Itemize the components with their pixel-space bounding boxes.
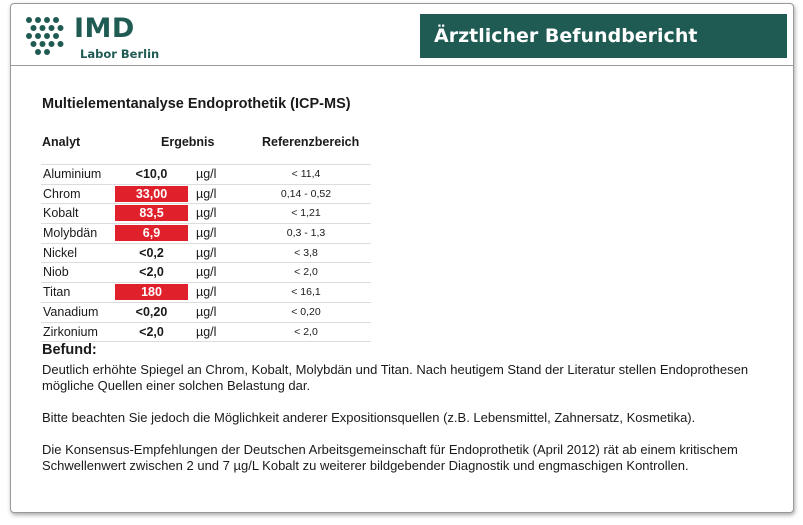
reference-range: < 3,8 xyxy=(294,246,318,259)
analyte-name: Zirkonium xyxy=(43,324,98,339)
table-row xyxy=(41,203,371,223)
result-value-high: 180 xyxy=(115,284,188,300)
analyte-name: Molybdän xyxy=(43,226,98,241)
result-unit: µg/l xyxy=(196,285,217,300)
report-card xyxy=(10,3,794,513)
reference-range: < 16,1 xyxy=(291,286,321,299)
table-row xyxy=(41,302,371,322)
result-value: <0,2 xyxy=(139,245,164,260)
result-unit: µg/l xyxy=(196,167,217,181)
column-header-reference: Referenzbereich xyxy=(262,135,360,149)
result-value: <2,0 xyxy=(139,265,164,280)
result-unit: µg/l xyxy=(196,324,217,339)
result-value: <0,20 xyxy=(135,304,168,319)
analyte-name: Kobalt xyxy=(43,206,79,221)
analyte-name: Nickel xyxy=(43,245,78,260)
analyte-name: Aluminium xyxy=(43,167,102,181)
analyte-name: Vanadium xyxy=(43,304,99,319)
reference-range: < 11,4 xyxy=(291,168,321,180)
report-title: Ärztlicher Befundbericht xyxy=(420,14,787,58)
table-row xyxy=(41,322,371,343)
befund-paragraph: Bitte beachten Sie jedoch die Möglichkeit anderer Expositionsquellen (z.B. Lebensmittel, Zahnersatz, Kosmetika). xyxy=(42,410,696,425)
report-header xyxy=(11,4,793,66)
reference-range: < 2,0 xyxy=(294,266,318,279)
dot-grid-logo-icon xyxy=(25,16,69,56)
reference-range: 0,3 - 1,3 xyxy=(286,227,326,240)
logo-subtitle: Labor Berlin xyxy=(80,47,160,61)
result-value-high: 33,00 xyxy=(115,186,188,202)
results-table xyxy=(41,164,371,342)
result-unit: µg/l xyxy=(196,186,217,201)
result-unit: µg/l xyxy=(196,304,217,319)
logo-name: IMD xyxy=(74,13,135,44)
table-row xyxy=(41,184,371,204)
table-row xyxy=(41,243,371,263)
befund-title: Befund: xyxy=(42,342,97,358)
reference-range: < 0,20 xyxy=(291,305,321,318)
column-header-analyte: Analyt xyxy=(42,135,81,149)
column-header-result: Ergebnis xyxy=(161,135,215,149)
result-unit: µg/l xyxy=(196,245,217,260)
analyte-name: Titan xyxy=(43,285,71,300)
result-value: <2,0 xyxy=(139,324,164,339)
table-row xyxy=(41,282,371,302)
table-row xyxy=(41,164,371,184)
reference-range: < 1,21 xyxy=(291,207,321,220)
result-value: <10,0 xyxy=(135,167,168,181)
analyte-name: Niob xyxy=(43,265,69,280)
result-unit: µg/l xyxy=(196,206,217,221)
reference-range: < 2,0 xyxy=(294,325,318,338)
analyte-name: Chrom xyxy=(43,186,81,201)
table-row xyxy=(41,262,371,282)
result-unit: µg/l xyxy=(196,226,217,241)
imd-logo xyxy=(25,13,175,62)
table-row xyxy=(41,223,371,243)
result-unit: µg/l xyxy=(196,265,217,280)
befund-paragraph: Deutlich erhöhte Spiegel an Chrom, Kobalt, Molybdän und Titan. Nach heutigem Stand der Literatur stellen Endoprothesen mögliche Quellen einer solchen Belastung dar. xyxy=(42,362,749,393)
reference-range: 0,14 - 0,52 xyxy=(280,187,332,200)
befund-paragraph: Die Konsensus-Empfehlungen der Deutschen Arbeitsgemeinschaft für Endoprothetik (April 2012) rät ab einem kritischem Schwellenwert zwischen 2 und 7 µg/L Kobalt zu weiterer bildgebender Diagnostik und engmaschigen Kontrollen. xyxy=(42,442,738,473)
section-title: Multielementanalyse Endoprothetik (ICP-MS) xyxy=(42,96,351,112)
result-value-high: 6,9 xyxy=(115,225,188,241)
result-value-high: 83,5 xyxy=(115,205,188,221)
